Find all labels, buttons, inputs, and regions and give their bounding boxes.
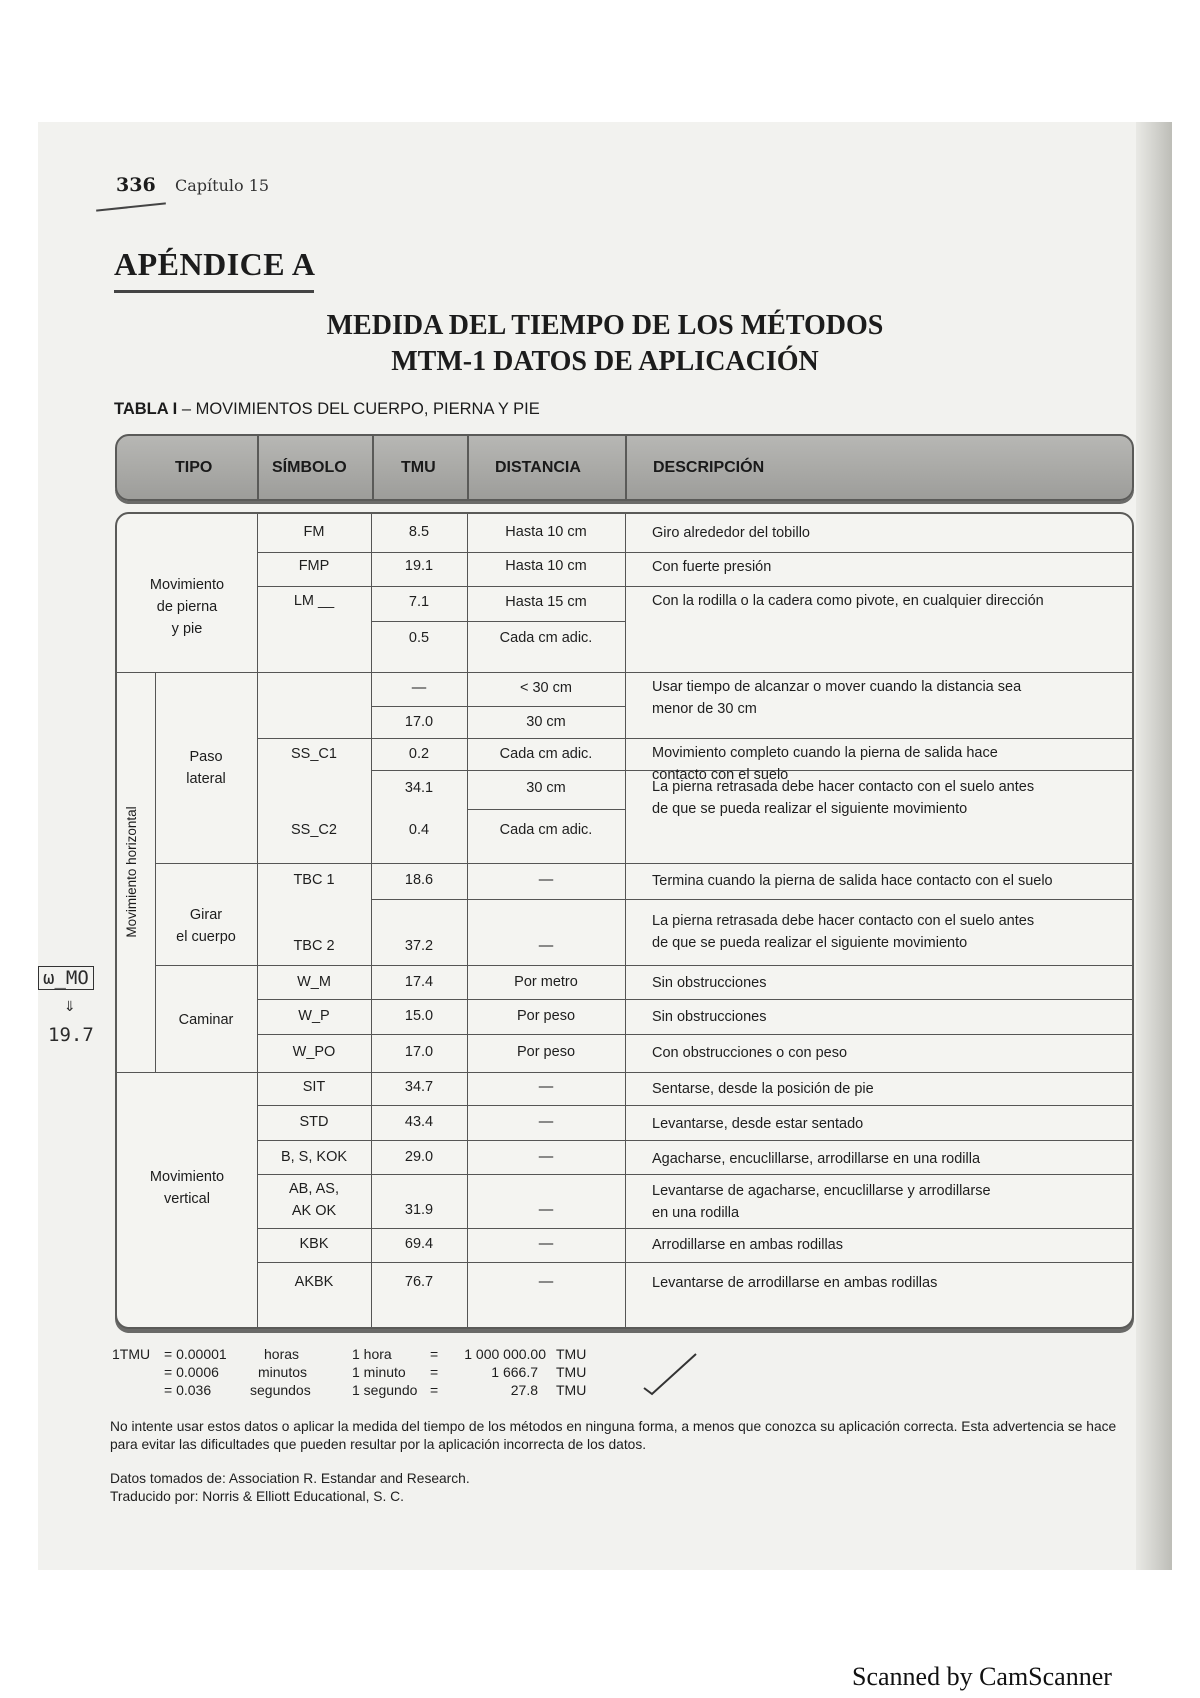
cell-description: La pierna retrasada debe hacer contacto con el suelo antes de que se pueda realizar el siguiente movimiento [652,779,1035,817]
page-number: 336 [116,174,156,196]
handwritten-label: ω_MO [38,966,94,990]
row-line [257,552,1132,553]
row-line [371,621,625,622]
main-title-line1: MEDIDA DEL TIEMPO DE LOS MÉTODOS [326,310,884,341]
cell-distance: 30 cm [526,780,566,796]
category-caminar: Caminar [178,1012,234,1028]
col-tmu: TMU [401,458,436,476]
header-separator [257,436,259,499]
cell-distance: — [538,1079,554,1095]
cell-symbol: KBK [299,1236,329,1252]
group-separator [117,672,1132,673]
cell-tmu: 34.7 [404,1079,434,1095]
cell-symbol: SS_C2 [291,822,337,838]
cell-symbol: AKBK [294,1274,334,1290]
cell-symbol: W_P [298,1008,330,1024]
mtm-table [115,512,1134,1329]
cell-tmu: 17.4 [404,974,434,990]
category-vertical: Movimiento vertical [149,1169,225,1207]
cell-symbol: SS_C1 [291,746,337,762]
cell-distance: < 30 cm [520,680,572,696]
conversion-lhs: 1 segundo [352,1382,418,1398]
disclaimer-text: No intente usar estos datos o aplicar la medida del tiempo de los métodos en ninguna forma, a menos que conozca su aplicación correcta. Esta advertencia se hace para evitar las dificultades que pueden resultar por la aplicación incorrecta de los datos. [110,1419,1117,1452]
conversion-tmu-value: 1 666.7 [491,1364,538,1380]
cell-description: Con fuerte presión [652,559,772,575]
table-caption [114,400,540,419]
conversion-value: = 0.00001 [164,1346,227,1362]
col-distancia: DISTANCIA [495,458,581,476]
cell-symbol: STD [299,1114,329,1130]
cell-description: Agacharse, encuclillarse, arrodillarse en una rodilla [652,1151,981,1167]
page-binding-edge [1136,122,1172,1570]
row-line [467,809,625,810]
group-separator [117,1072,1132,1073]
cell-symbol: LM __ [293,593,335,609]
row-line [625,899,1132,900]
row-line [257,1228,1132,1229]
cell-tmu: — [411,680,427,696]
conversion-unit: segundos [250,1382,311,1398]
cell-description: Levantarse de arrodillarse en ambas rodillas [652,1275,938,1291]
row-line [371,738,1125,739]
conversion-tmu-unit: TMU [556,1382,587,1398]
conversion-label: 1TMU [112,1346,151,1362]
chapter-label: Capítulo 15 [175,176,270,195]
conversion-lhs: 1 minuto [352,1364,406,1380]
cell-tmu: 0.4 [408,822,430,838]
cell-distance: — [538,1114,554,1130]
table-header [115,434,1134,501]
conversion-tmu-value: 1 000 000.00 [464,1346,546,1362]
col-simbolo: SÍMBOLO [272,458,347,476]
cell-distance: — [538,1236,554,1252]
cell-description: Con la rodilla o la cadera como pivote, en cualquier dirección [652,593,1044,609]
scanner-watermark: Scanned by CamScanner [852,1662,1112,1691]
conversion-unit: horas [264,1346,300,1362]
cell-description: Termina cuando la pierna de salida hace contacto con el suelo [652,873,1053,889]
cell-tmu: 37.2 [404,938,434,954]
col-tipo: TIPO [175,458,213,476]
cell-tmu: 29.0 [404,1149,434,1165]
header-separator [372,436,374,499]
cell-distance: Por metro [514,974,578,990]
cell-description: Arrodillarse en ambas rodillas [652,1237,843,1253]
category-paso-lateral: Paso lateral [186,749,226,787]
handwritten-value: 19.7 [48,1024,94,1046]
cell-tmu: 69.4 [404,1236,434,1252]
cell-description: Sin obstrucciones [652,975,767,991]
row-line [257,1105,1132,1106]
group-separator [155,965,1132,966]
cell-description: Sentarse, desde la posición de pie [652,1081,874,1097]
cell-description: Levantarse de agacharse, encuclillarse y arrodillarse en una rodilla [652,1183,991,1221]
conversion-value: = 0.0006 [164,1364,219,1380]
header-separator [625,436,627,499]
cell-symbol: AB, AS, AK OK [289,1181,339,1219]
row-line [257,1034,1132,1035]
conversion-eq: = [430,1364,439,1380]
cell-tmu: 17.0 [404,714,434,730]
cell-description: La pierna retrasada debe hacer contacto con el suelo antes de que se pueda realizar el siguiente movimiento [652,913,1035,951]
conversion-unit: minutos [258,1364,308,1380]
table-caption-prefix: TABLA I [114,400,178,418]
row-line [371,899,625,900]
cell-symbol: B, S, KOK [280,1149,348,1165]
row-line [257,1174,1132,1175]
cell-tmu: 34.1 [404,780,434,796]
conversion-value: = 0.036 [164,1382,212,1398]
conversion-eq: = [430,1346,439,1362]
header-separator [467,436,469,499]
conversion-eq: = [430,1382,439,1398]
cell-tmu: 17.0 [404,1044,434,1060]
cell-distance: Hasta 15 cm [505,594,587,610]
cell-distance: 30 cm [526,714,566,730]
cell-description: Sin obstrucciones [652,1009,767,1025]
cell-distance: Por peso [516,1008,576,1024]
cell-tmu: 0.5 [408,630,430,646]
cell-symbol: W_M [297,974,331,990]
cell-description: Usar tiempo de alcanzar o mover cuando la distancia sea menor de 30 cm [652,679,1022,717]
credits-source: Datos tomados de: Association R. Estandar and Research. [110,1471,470,1486]
cell-tmu: 31.9 [404,1202,434,1218]
group-separator [155,863,1132,864]
cell-distance: — [538,872,554,888]
cell-tmu: 0.2 [408,746,430,762]
conversion-tmu-value: 27.8 [510,1382,538,1398]
cell-tmu: 7.1 [408,594,430,610]
cell-description: Levantarse, desde estar sentado [652,1116,864,1132]
cell-symbol: W_PO [292,1044,336,1060]
conversion-lhs: 1 hora [352,1346,392,1362]
row-line [257,586,1132,587]
cell-symbol: TBC 1 [293,872,335,888]
cell-distance: Hasta 10 cm [505,558,587,574]
appendix-title: APÉNDICE A [114,246,316,282]
cell-tmu: 15.0 [404,1008,434,1024]
cell-tmu: 43.4 [404,1114,434,1130]
row-line [257,1140,1132,1141]
cell-symbol: FMP [298,558,330,574]
cell-distance: — [538,1149,554,1165]
credits-translation: Traducido por: Norris & Elliott Educational, S. C. [110,1489,404,1504]
cell-distance: — [538,938,554,954]
cell-description: Giro alrededor del tobillo [652,525,810,541]
cell-symbol: TBC 2 [293,938,335,954]
cell-tmu: 76.7 [404,1274,434,1290]
handwritten-checkmark-icon [640,1350,700,1398]
cell-description: Con obstrucciones o con peso [652,1045,848,1061]
cell-symbol: FM [303,524,325,540]
row-line [257,1262,1132,1263]
appendix-underline [114,290,314,293]
cell-distance: Cada cm adic. [499,630,593,646]
table-caption-text: – MOVIMIENTOS DEL CUERPO, PIERNA Y PIE [177,400,540,418]
row-line [371,706,625,707]
side-label-horizontal: Movimiento horizontal [124,806,139,938]
cell-description: Movimiento completo cuando la pierna de salida hace contacto con el suelo [652,745,998,783]
category-pierna: Movimiento de pierna y pie [149,577,225,637]
row-line [257,999,1132,1000]
conversion-tmu-unit: TMU [556,1346,587,1362]
cell-tmu: 8.5 [408,524,430,540]
cell-distance: Por peso [516,1044,576,1060]
conversion-tmu-unit: TMU [556,1364,587,1380]
cell-distance: Cada cm adic. [499,822,593,838]
handwritten-arrow: ⇓ [64,994,76,1016]
cell-distance: — [538,1274,554,1290]
col-descripcion: DESCRIPCIÓN [653,458,765,476]
col-line [625,514,626,1327]
cell-symbol: SIT [302,1079,326,1095]
cell-distance: Hasta 10 cm [505,524,587,540]
main-title-line2: MTM-1 DATOS DE APLICACIÓN [391,346,819,377]
cell-distance: — [538,1202,554,1218]
cell-distance: Cada cm adic. [499,746,593,762]
category-girar: Girar el cuerpo [176,907,236,945]
cell-tmu: 19.1 [404,558,434,574]
cell-tmu: 18.6 [404,872,434,888]
